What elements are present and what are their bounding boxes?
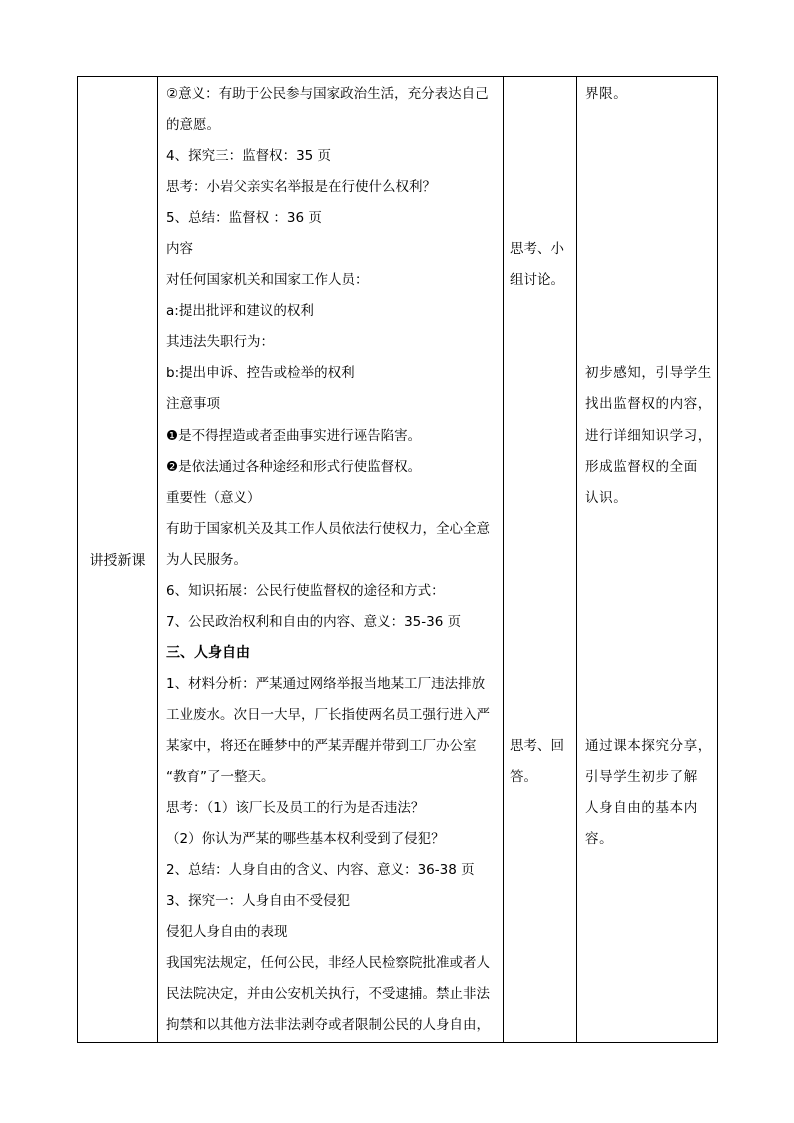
student-activity-line: 组讨论。 — [510, 272, 564, 288]
student-activity-line: 思考、小 — [510, 241, 564, 257]
content-cell — [158, 77, 504, 1043]
content-line: a:提出批评和建议的权利 — [166, 303, 314, 319]
content-line: 4、探究三：监督权：35 页 — [166, 148, 332, 164]
content-line: b:提出申诉、控告或检举的权利 — [166, 365, 355, 381]
content-line: 某家中，将还在睡梦中的严某弄醒并带到工厂办公室 — [166, 738, 477, 754]
content-line: 思考：（1）该厂长及员工的行为是否违法？ — [166, 800, 425, 816]
content-line: 6、知识拓展：公民行使监督权的途径和方式： — [166, 583, 445, 599]
table-row — [78, 77, 718, 1043]
content-line: 5、总结：监督权 ：36 页 — [166, 210, 322, 226]
student-activity-line: 答。 — [510, 769, 537, 785]
content-line: 3、探究一：人身自由不受侵犯 — [166, 893, 351, 909]
content-line: 思考：小岩父亲实名举报是在行使什么权利？ — [166, 179, 436, 195]
content-line: ②意义：有助于公民参与国家政治生活，充分表达自己 — [166, 86, 489, 102]
content-line: 工业废水。次日一大早，厂长指使两名员工强行进入严 — [166, 707, 490, 723]
content-line: “教育”了一整天。 — [166, 769, 275, 785]
stage-cell — [78, 77, 158, 1043]
content-line: 民法院决定，并由公安机关执行，不受逮捕。禁止非法 — [166, 986, 490, 1002]
content-line: ❷是依法通过各种途经和形式行使监督权。 — [166, 459, 422, 475]
intent-line: 初步感知，引导学生 — [585, 365, 712, 381]
content-line: 2、总结：人身自由的含义、内容、意义：36-38 页 — [166, 862, 475, 878]
content-line: 我国宪法规定，任何公民，非经人民检察院批准或者人 — [166, 955, 490, 971]
content-line: 拘禁和以其他方法非法剥夺或者限制公民的人身自由， — [166, 1017, 490, 1033]
student-activity-cell — [504, 77, 577, 1043]
content-line: 侵犯人身自由的表现 — [166, 924, 288, 940]
content-line: 有助于国家机关及其工作人员依法行使权力，全心全意 — [166, 521, 490, 537]
content-line: 为人民服务。 — [166, 552, 247, 568]
content-line: ❶是不得捏造或者歪曲事实进行诬告陷害。 — [166, 428, 422, 444]
content-line: （2）你认为严某的哪些基本权利受到了侵犯？ — [166, 831, 445, 847]
intent-line: 引导学生初步了解 — [585, 769, 698, 785]
intent-line: 找出监督权的内容， — [585, 396, 712, 412]
intent-line: 容。 — [585, 831, 614, 847]
lesson-plan-table — [77, 76, 718, 1043]
content-line: 其违法失职行为： — [166, 334, 274, 350]
content-line: 内容 — [166, 241, 193, 257]
intent-line: 认识。 — [585, 490, 628, 506]
intent-line: 形成监督权的全面 — [585, 459, 698, 475]
content-line: 重要性（意义） — [166, 490, 261, 506]
content-line: 注意事项 — [166, 396, 220, 412]
stage-label: 讲授新课 — [89, 552, 146, 569]
design-intent-cell — [577, 77, 718, 1043]
intent-line: 进行详细知识学习， — [585, 428, 712, 444]
content-line: 的意愿。 — [166, 117, 220, 133]
content-line: 对任何国家机关和国家工作人员： — [166, 272, 369, 288]
content-line: 1、材料分析：严某通过网络举报当地某工厂违法排放 — [166, 676, 486, 692]
student-activity-line: 思考、回 — [510, 738, 564, 754]
intent-line: 界限。 — [585, 86, 628, 102]
intent-line: 通过课本探究分享， — [585, 738, 712, 754]
intent-line: 人身自由的基本内 — [585, 800, 698, 816]
content-line: 7、公民政治权利和自由的内容、意义：35-36 页 — [166, 614, 462, 630]
section-heading: 三、人身自由 — [166, 645, 250, 661]
